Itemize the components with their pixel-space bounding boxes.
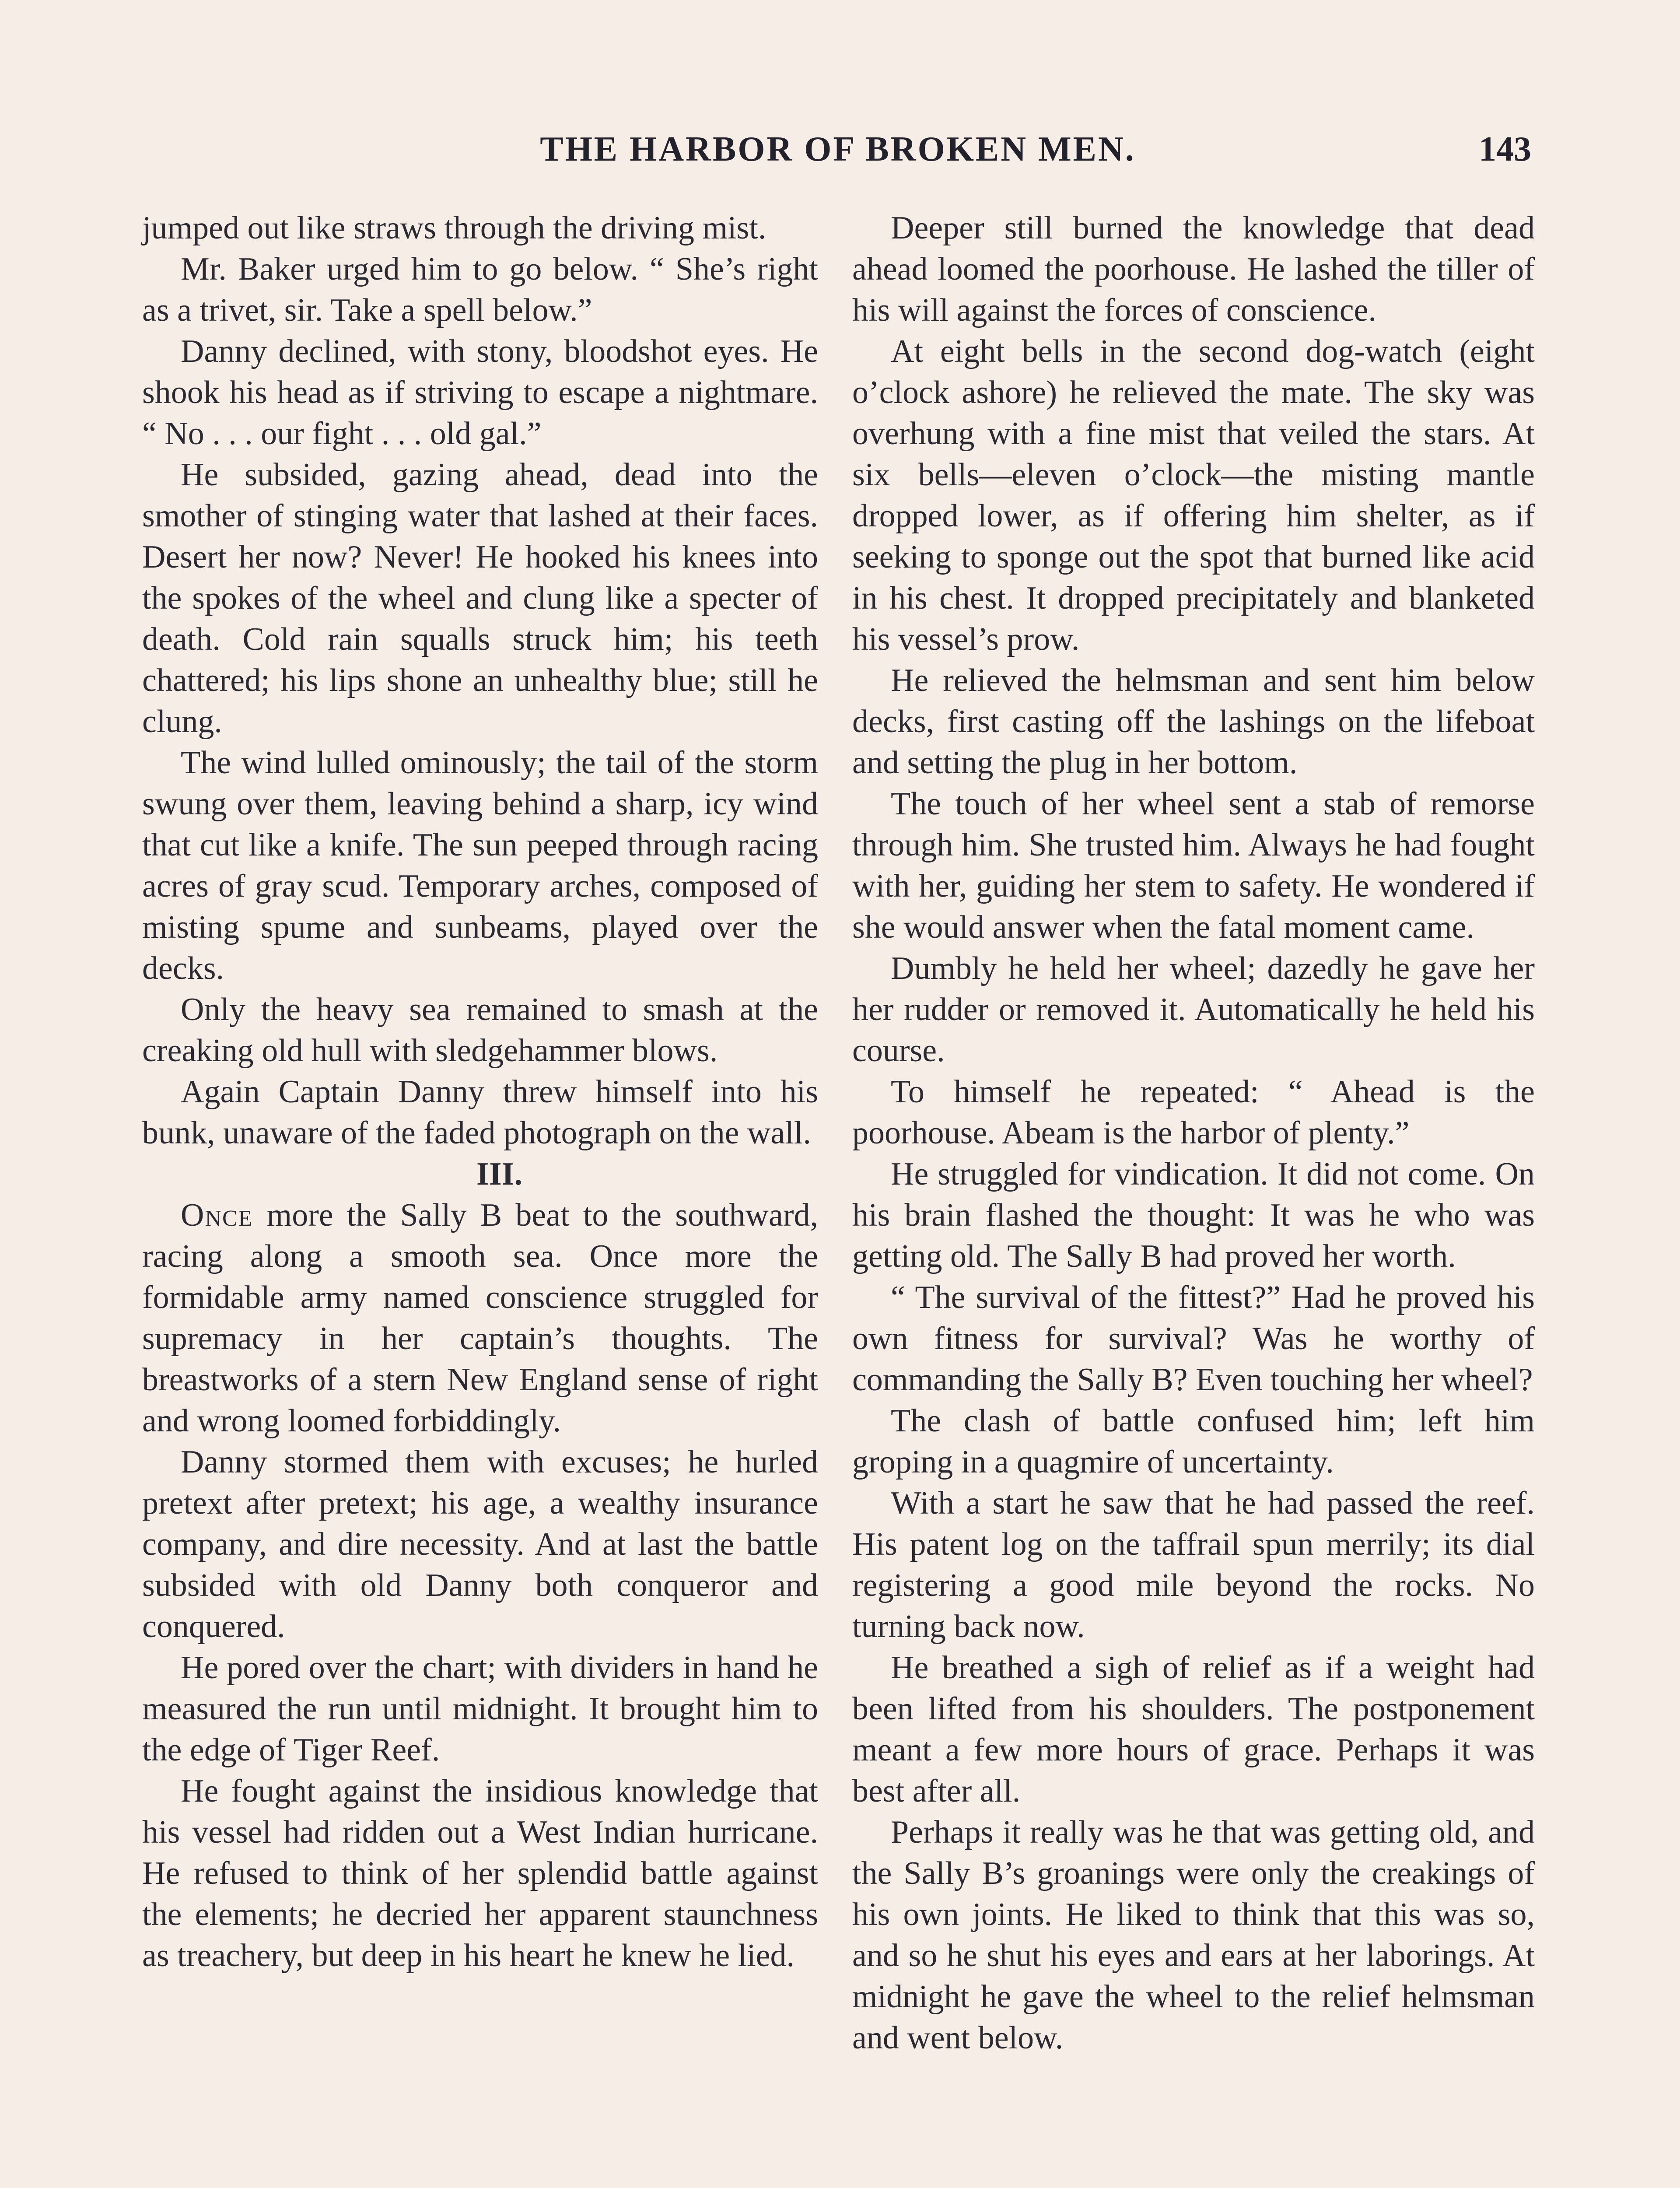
paragraph: He breathed a sigh of relief as if a weight had been lifted from his shoulders. The postponement meant a few more hours of grace. Perhaps it was best after all. — [852, 1650, 1535, 1809]
paragraph: Again Captain Danny threw himself into his bunk, unaware of the faded photograph on the wall. — [142, 1074, 818, 1151]
paragraph: With a start he saw that he had passed the reef. His patent log on the taffrail spun merrily; its dial registering a good mile beyond the rocks. No turning back now. — [852, 1485, 1535, 1645]
section-lead-word: Once — [181, 1197, 253, 1233]
paragraph: The clash of battle confused him; left him groping in a quagmire of uncertainty. — [852, 1403, 1535, 1480]
paragraph: He pored over the chart; with dividers in hand he measured the run until midnight. It brought him to the edge of Tiger Reef. — [142, 1650, 818, 1768]
paragraph: The touch of her wheel sent a stab of remorse through him. She trusted him. Always he had fought with her, guiding her stem to safety. He wondered if she would answer when the fatal moment came. — [852, 786, 1535, 945]
paragraph: He fought against the insidious knowledge that his vessel had ridden out a West Indian hurricane. He refused to think of her splendid battle against the elements; he decried her apparent staunchness as treachery, but deep in his heart he knew he lied. — [142, 1773, 818, 1974]
paragraph: He struggled for vindication. It did not come. On his brain flashed the thought: It was he who was getting old. The Sally B had proved her worth. — [852, 1156, 1535, 1274]
paragraph: Mr. Baker urged him to go below. “ She’s right as a trivet, sir. Take a spell below.” — [142, 251, 818, 328]
paragraph: He relieved the helmsman and sent him below decks, first casting off the lashings on the lifeboat and setting the plug in her bottom. — [852, 663, 1535, 781]
left-column — [142, 207, 818, 1976]
paragraph: Danny stormed them with excuses; he hurled pretext after pretext; his age, a wealthy insurance company, and dire necessity. And at last the battle subsided with old Danny both conqueror and conquered. — [142, 1444, 818, 1645]
paragraph — [142, 1195, 818, 1441]
paragraph: Deeper still burned the knowledge that dead ahead loomed the poorhouse. He lashed the tiller of his will against the forces of conscience. — [852, 210, 1535, 328]
paragraph: Perhaps it really was he that was getting old, and the Sally B’s groanings were only the creakings of his own joints. He liked to think that this was so, and so he shut his eyes and ears at her laborings. At midnight he gave the wheel to the relief helmsman and went below. — [852, 1814, 1535, 2056]
paragraph: Only the heavy sea remained to smash at the creaking old hull with sledgehammer blows. — [142, 992, 818, 1069]
paragraph: He subsided, gazing ahead, dead into the smother of stinging water that lashed at their faces. Desert her now? Never! He hooked his knees into the spokes of the wheel and clung like a specter of death. Cold rain squalls struck him; his teeth chattered; his lips shone an unhealthy blue; still he clung. — [142, 457, 818, 740]
paragraph: At eight bells in the second dog-watch (eight o’clock ashore) he relieved the mate. The sky was overhung with a fine mist that veiled the stars. At six bells—eleven o’clock—the misting mantle dropped lower, as if offering him shelter, as if seeking to sponge out the spot that burned like acid in his chest. It dropped precipitately and blanketed his vessel’s prow. — [852, 333, 1535, 657]
paragraph: Danny declined, with stony, bloodshot eyes. He shook his head as if striving to escape a nightmare. “ No . . . our fight . . . old gal.” — [142, 333, 818, 452]
paragraph: “ The survival of the fittest?” Had he proved his own fitness for survival? Was he worthy of commanding the Sally B? Even touching her wheel? — [852, 1280, 1535, 1398]
paragraph: The wind lulled ominously; the tail of the storm swung over them, leaving behind a sharp, icy wind that cut like a knife. The sun peeped through racing acres of gray scud. Temporary arches, composed of misting spume and sunbeams, played over the decks. — [142, 745, 818, 986]
page-header — [144, 130, 1531, 178]
paragraph-text: more the Sally B beat to the southward, racing along a smooth sea. Once more the formidable army named conscience struggled for supremacy in her captain’s thoughts. The breastworks of a stern New England sense of right and wrong loomed forbiddingly. — [142, 1197, 818, 1439]
section-number: III. — [476, 1156, 522, 1192]
running-title: THE HARBOR OF BROKEN MEN. — [540, 130, 1136, 168]
page-number: 143 — [1479, 130, 1531, 168]
right-column — [852, 207, 1535, 2058]
paragraph: jumped out like straws through the driving mist. — [142, 210, 766, 246]
paragraph: Dumbly he held her wheel; dazedly he gave her her rudder or removed it. Automatically he held his course. — [852, 950, 1535, 1069]
paragraph: To himself he repeated: “ Ahead is the poorhouse. Abeam is the harbor of plenty.” — [852, 1074, 1535, 1151]
